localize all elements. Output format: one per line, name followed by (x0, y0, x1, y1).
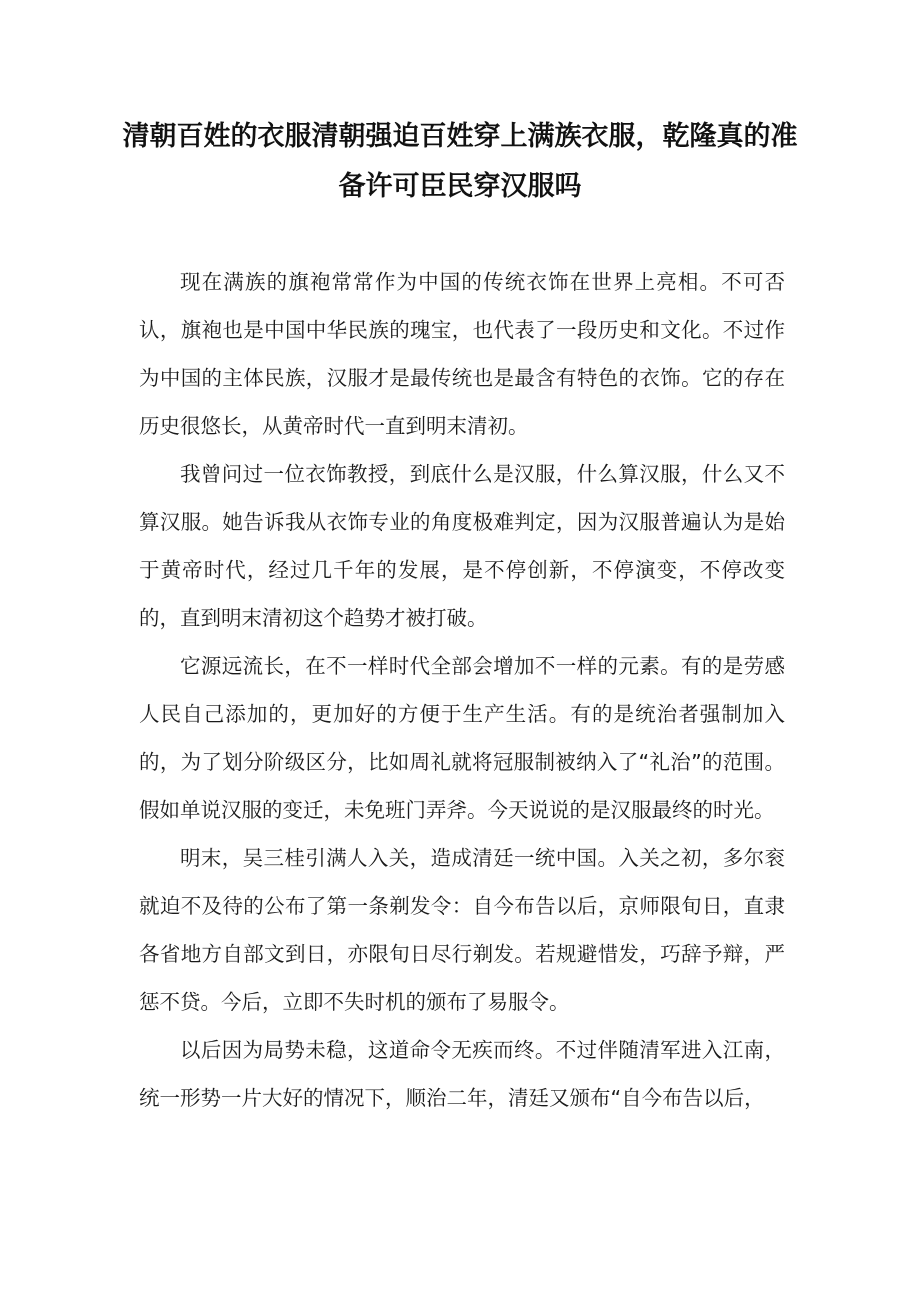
paragraph-1: 现在满族的旗袍常常作为中国的传统衣饰在世界上亮相。不可否认，旗袍也是中国中华民族的瑰宝，也代表了一段历史和文化。不过作为中国的主体民族，汉服才是最传统也是最含有特色的衣饰。它的存在历史很悠长，从黄帝时代一直到明末清初。 (139, 270, 785, 438)
paragraph-5: 以后因为局势未稳，这道命令无疾而终。不过伴随清军进入江南，统一形势一片大好的情况下，顺治二年，清廷又颁布“自今布告以后， (139, 1038, 785, 1110)
document-body (139, 258, 785, 1122)
paragraph-4: 明末，吴三桂引满人入关，造成清廷一统中国。入关之初，多尔衮就迫不及待的公布了第一条剃发令：自今布告以后，京师限旬日，直隶各省地方自部文到日，亦限旬日尽行剃发。若规避惜发，巧辞予辩，严惩不贷。今后，立即不失时机的颁布了易服令。 (139, 846, 785, 1014)
document-title: 清朝百姓的衣服清朝强迫百姓穿上满族衣服，乾隆真的准备许可臣民穿汉服吗 (122, 121, 798, 202)
paragraph-3: 它源远流长，在不一样时代全部会增加不一样的元素。有的是劳感人民自己添加的，更加好的方便于生产生活。有的是统治者强制加入的，为了划分阶级区分，比如周礼就将冠服制被纳入了“礼治”的范围。假如单说汉服的变迁，未免班门弄斧。今天说说的是汉服最终的时光。 (139, 654, 785, 822)
paragraph-2: 我曾问过一位衣饰教授，到底什么是汉服，什么算汉服，什么又不算汉服。她告诉我从衣饰专业的角度极难判定，因为汉服普遍认为是始于黄帝时代，经过几千年的发展，是不停创新，不停演变，不停改变的，直到明末清初这个趋势才被打破。 (139, 462, 785, 630)
